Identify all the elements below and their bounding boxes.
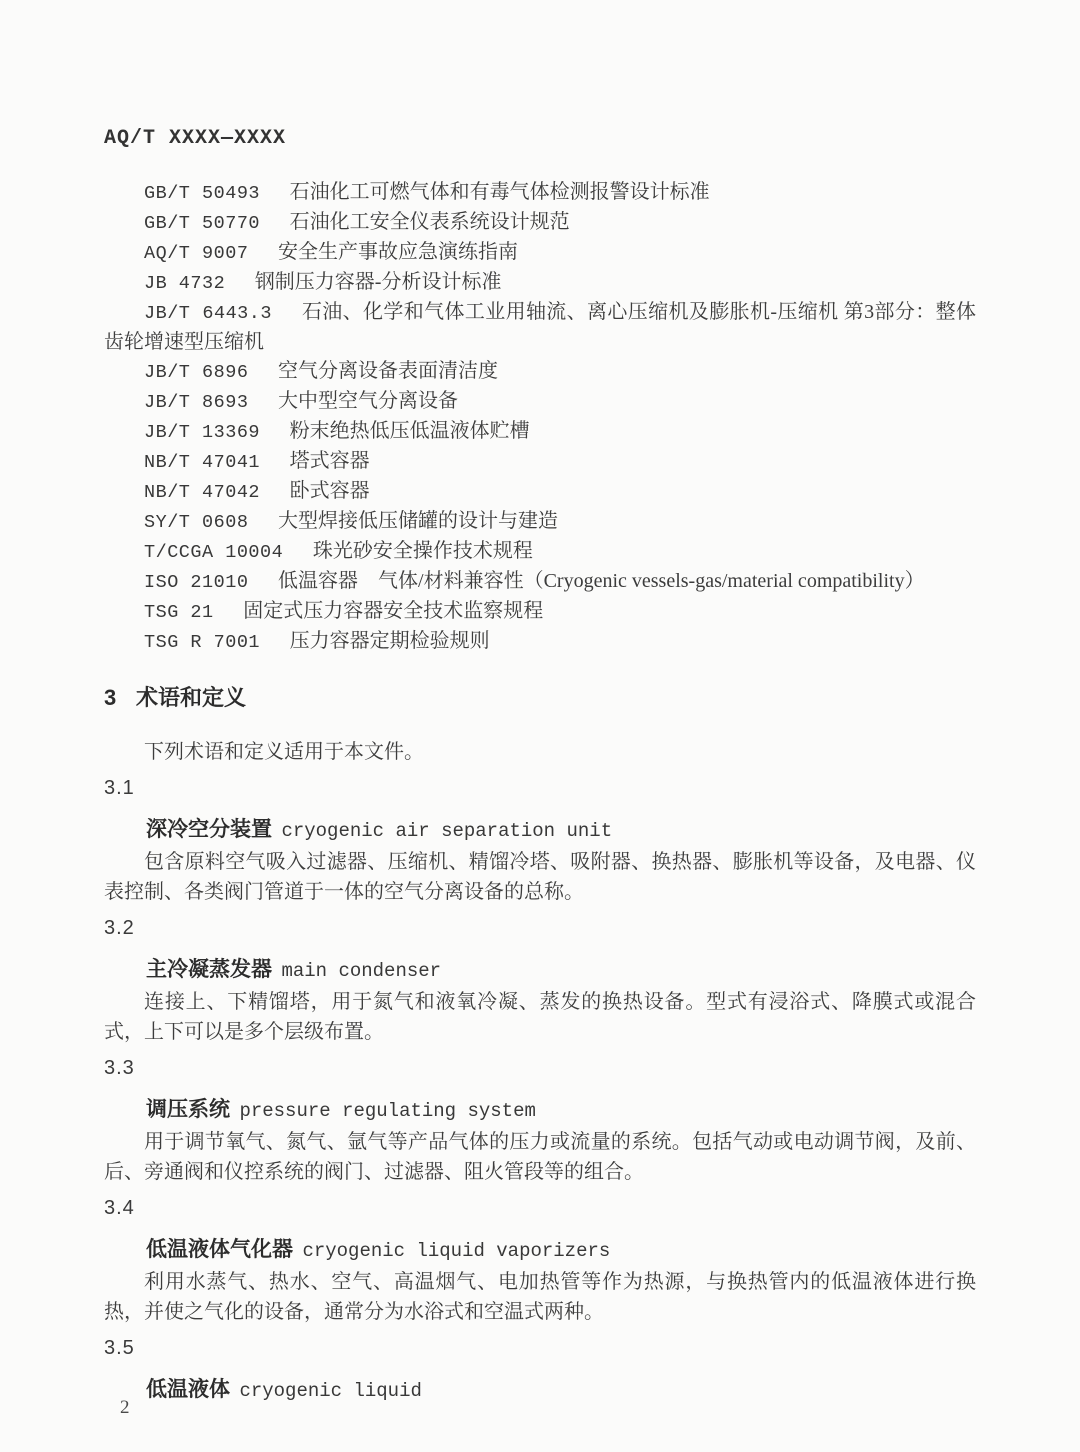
- term-number: 3.2: [104, 917, 135, 939]
- term-name: [104, 817, 976, 843]
- term-number: 3.4: [104, 1197, 135, 1219]
- reference-title: 珠光砂安全操作技术规程: [312, 540, 533, 562]
- reference-item: [104, 507, 976, 537]
- reference-code: GB/T 50493: [144, 183, 261, 204]
- normative-references-list: [104, 178, 976, 657]
- term-name-cn: 深冷空分装置: [146, 818, 272, 841]
- section-title: 术语和定义: [136, 685, 247, 710]
- term-name-cn: 低温液体: [146, 1378, 230, 1401]
- reference-item: [104, 597, 976, 627]
- reference-item: [104, 477, 976, 507]
- term-block: [104, 1197, 976, 1327]
- reference-item: [104, 178, 976, 208]
- reference-title: 空气分离设备表面清洁度: [278, 360, 499, 382]
- term-name-en: cryogenic air separation unit: [281, 820, 613, 842]
- reference-code: TSG R 7001: [144, 632, 261, 653]
- reference-code: GB/T 50770: [144, 213, 261, 234]
- reference-code: SY/T 0608: [144, 512, 249, 533]
- term-block: [104, 1057, 976, 1187]
- reference-title: 石油、化学和气体工业用轴流、离心压缩机及膨胀机-压缩机 第3部分：整体齿轮增速型压缩机: [104, 301, 976, 353]
- page-number: 2: [120, 1397, 130, 1418]
- term-name: [104, 1237, 976, 1263]
- reference-title: 石油化工安全仪表系统设计规范: [289, 211, 570, 233]
- term-name-en: cryogenic liquid vaporizers: [302, 1240, 611, 1262]
- reference-title: 石油化工可燃气体和有毒气体检测报警设计标准: [289, 181, 710, 203]
- reference-item: [104, 268, 976, 298]
- term-block: [104, 777, 976, 907]
- reference-item: [104, 567, 976, 597]
- reference-title: 固定式压力容器安全技术监察规程: [243, 600, 544, 622]
- term-name: [104, 957, 976, 983]
- term-definition: 用于调节氧气、氮气、氩气等产品气体的压力或流量的系统。包括气动或电动调节阀，及前、后、旁通阀和仪控系统的阀门、过滤器、阻火管段等的组合。: [104, 1131, 976, 1183]
- reference-title: 压力容器定期检验规则: [289, 630, 490, 652]
- term-name-cn: 低温液体气化器: [146, 1238, 293, 1261]
- reference-code: TSG 21: [144, 602, 214, 623]
- term-definition: 连接上、下精馏塔，用于氮气和液氧冷凝、蒸发的换热设备。型式有浸浴式、降膜式或混合式，上下可以是多个层级布置。: [104, 991, 976, 1043]
- reference-code: JB/T 6896: [144, 362, 249, 383]
- reference-item: [104, 447, 976, 477]
- reference-title: 粉末绝热低压低温液体贮槽: [289, 420, 530, 442]
- reference-code: JB/T 13369: [144, 422, 261, 443]
- reference-title: 低温容器 气体/材料兼容性（Cryogenic vessels-gas/material compatibility）: [278, 570, 925, 592]
- reference-code: ISO 21010: [144, 572, 249, 593]
- term-name: [104, 1097, 976, 1123]
- reference-title: 安全生产事故应急演练指南: [278, 241, 519, 263]
- reference-title: 大中型空气分离设备: [278, 390, 459, 412]
- term-name-cn: 调压系统: [146, 1098, 230, 1121]
- reference-code: JB/T 8693: [144, 392, 249, 413]
- reference-code: NB/T 47042: [144, 482, 261, 503]
- reference-item: [104, 298, 976, 357]
- term-block: [104, 917, 976, 1047]
- reference-item: [104, 417, 976, 447]
- section-heading-terms-and-definitions: [104, 685, 976, 711]
- reference-item: [104, 387, 976, 417]
- reference-item: [104, 208, 976, 238]
- term-definition: 利用水蒸气、热水、空气、高温烟气、电加热管等作为热源，与换热管内的低温液体进行换热，并使之气化的设备，通常分为水浴式和空温式两种。: [104, 1271, 976, 1323]
- reference-code: JB 4732: [144, 273, 226, 294]
- reference-title: 大型焊接低压储罐的设计与建造: [278, 510, 559, 532]
- reference-title: 卧式容器: [289, 480, 370, 502]
- term-number: 3.5: [104, 1337, 135, 1359]
- reference-code: AQ/T 9007: [144, 243, 249, 264]
- reference-item: [104, 627, 976, 657]
- term-number: 3.1: [104, 777, 135, 799]
- reference-code: JB/T 6443.3: [144, 303, 272, 324]
- term-name-cn: 主冷凝蒸发器: [146, 958, 272, 981]
- doc-header-code: AQ/T XXXX—XXXX: [104, 127, 287, 150]
- term-name-en: pressure regulating system: [239, 1100, 536, 1122]
- reference-title: 塔式容器: [289, 450, 370, 472]
- term-number: 3.3: [104, 1057, 135, 1079]
- reference-item: [104, 357, 976, 387]
- term-name: [104, 1377, 976, 1403]
- reference-code: NB/T 47041: [144, 452, 261, 473]
- reference-item: [104, 537, 976, 567]
- section-number: 3: [104, 685, 117, 710]
- reference-item: [104, 238, 976, 268]
- term-name-en: cryogenic liquid: [239, 1380, 422, 1402]
- term-block: [104, 1337, 976, 1403]
- reference-title: 钢制压力容器-分析设计标准: [254, 271, 502, 293]
- terms-intro-paragraph: 下列术语和定义适用于本文件。: [144, 741, 424, 763]
- reference-code: T/CCGA 10004: [144, 542, 284, 563]
- term-definition: 包含原料空气吸入过滤器、压缩机、精馏冷塔、吸附器、换热器、膨胀机等设备，及电器、仪表控制、各类阀门管道于一体的空气分离设备的总称。: [104, 851, 976, 903]
- term-name-en: main condenser: [281, 960, 442, 982]
